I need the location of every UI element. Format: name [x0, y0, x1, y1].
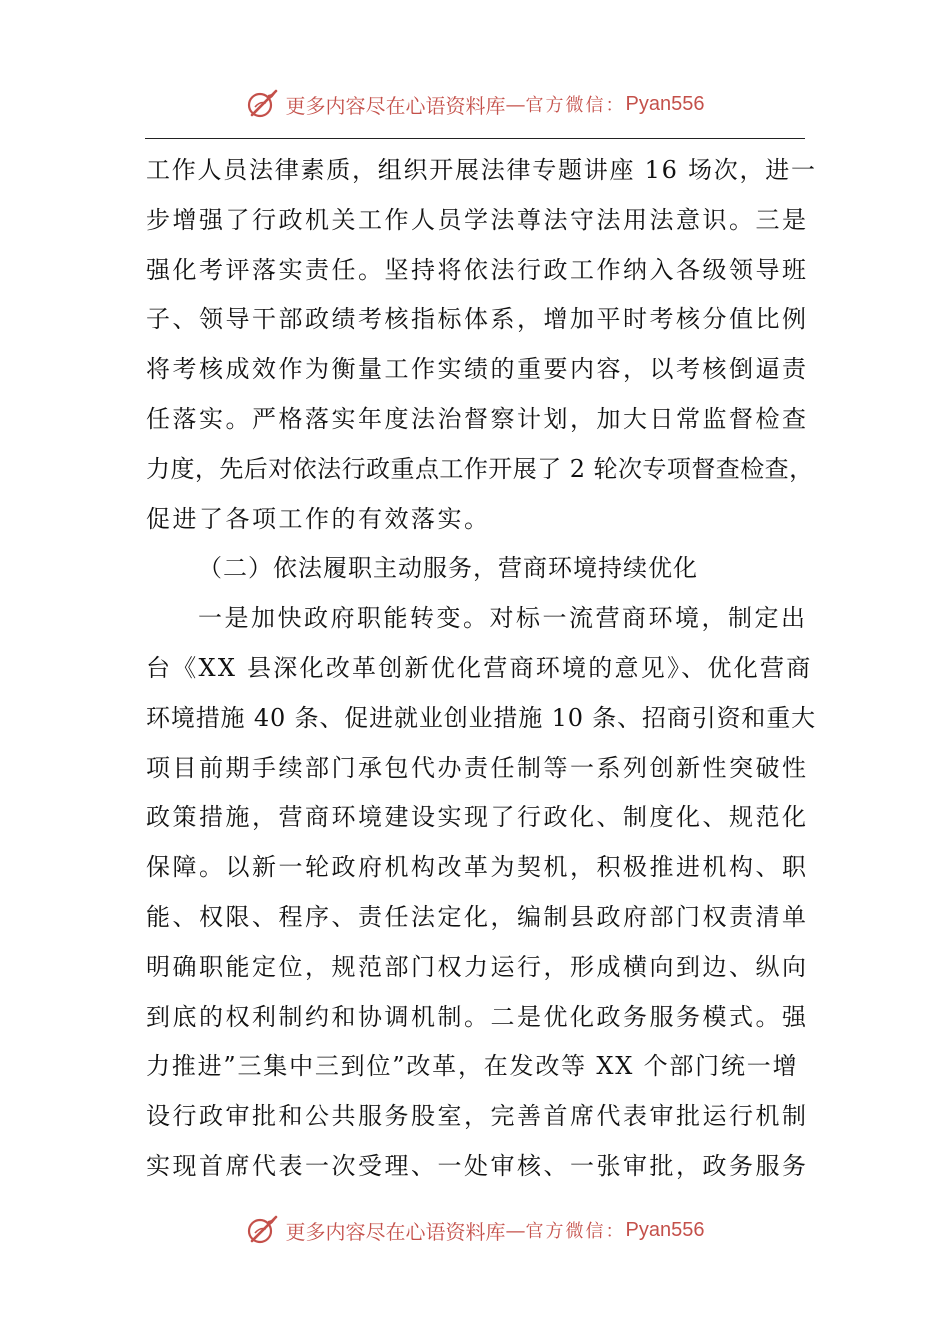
- text-line: 将考核成效作为衡量工作实绩的重要内容，以考核倒逼责: [146, 355, 809, 384]
- footer-banner: [0, 1212, 950, 1248]
- text-line: 台《XX 县深化改革创新优化营商环境的意见》、优化营商: [146, 653, 813, 682]
- text-line: 一是加快政府职能转变。对标一流营商环境，制定出: [198, 604, 808, 633]
- banner-title: 更多内容尽在心语资料库: [285, 93, 506, 118]
- text-line: 工作人员法律素质，组织开展法律专题讲座 16 场次，进一: [146, 156, 817, 184]
- banner-separator: —: [505, 1218, 526, 1242]
- text-line: 政策措施，营商环境建设实现了行政化、制度化、规范化: [146, 803, 809, 832]
- header-rule: [145, 138, 805, 139]
- banner-wechat-id: Pyan556: [625, 1218, 705, 1241]
- text-line: 实现首席代表一次受理、一处审核、一张审批，政务服务: [146, 1151, 809, 1180]
- text-line: 项目前期手续部门承包代办责任制等一系列创新性突破性: [146, 753, 809, 782]
- banner-title: 更多内容尽在心语资料库: [285, 1219, 506, 1244]
- quill-logo-icon: [246, 87, 280, 121]
- banner-separator: —: [505, 92, 526, 116]
- text-line: 任落实。严格落实年度法治督察计划，加大日常监督检查: [146, 404, 809, 433]
- text-line: 环境措施 40 条、促进就业创业措施 10 条、招商引资和重大: [146, 703, 816, 732]
- header-banner: [0, 86, 950, 122]
- text-line: 保障。以新一轮政府机构改革为契机，积极推进机构、职: [146, 853, 809, 882]
- text-line: 力度，先后对依法行政重点工作开展了 2 轮次专项督查检查，: [146, 454, 814, 483]
- section-heading: （二）依法履职主动服务，营商环境持续优化: [198, 554, 698, 583]
- quill-logo-icon: [246, 1213, 280, 1247]
- text-line: 能、权限、程序、责任法定化，编制县政府部门权责清单: [146, 902, 809, 931]
- banner-wechat-label: 官方微信：: [525, 1221, 626, 1242]
- text-line: 明确职能定位，规范部门权力运行，形成横向到边、纵向: [146, 952, 809, 981]
- text-line: 到底的权利制约和协调机制。二是优化政务服务模式。强: [146, 1002, 809, 1031]
- banner-wechat-id: Pyan556: [625, 92, 705, 115]
- text-line: 子、领导干部政绩考核指标体系，增加平时考核分值比例: [146, 305, 809, 334]
- text-line: 强化考评落实责任。坚持将依法行政工作纳入各级领导班: [146, 255, 809, 284]
- text-line: 力推进”三集中三到位”改革，在发改等 XX 个部门统一增: [146, 1052, 799, 1081]
- text-line: 设行政审批和公共服务股室，完善首席代表审批运行机制: [146, 1102, 809, 1131]
- text-line: 步增强了行政机关工作人员学法尊法守法用法意识。三是: [146, 205, 809, 234]
- banner-wechat-label: 官方微信：: [525, 95, 626, 116]
- text-line: 促进了各项工作的有效落实。: [146, 504, 491, 533]
- document-body: [146, 146, 816, 1192]
